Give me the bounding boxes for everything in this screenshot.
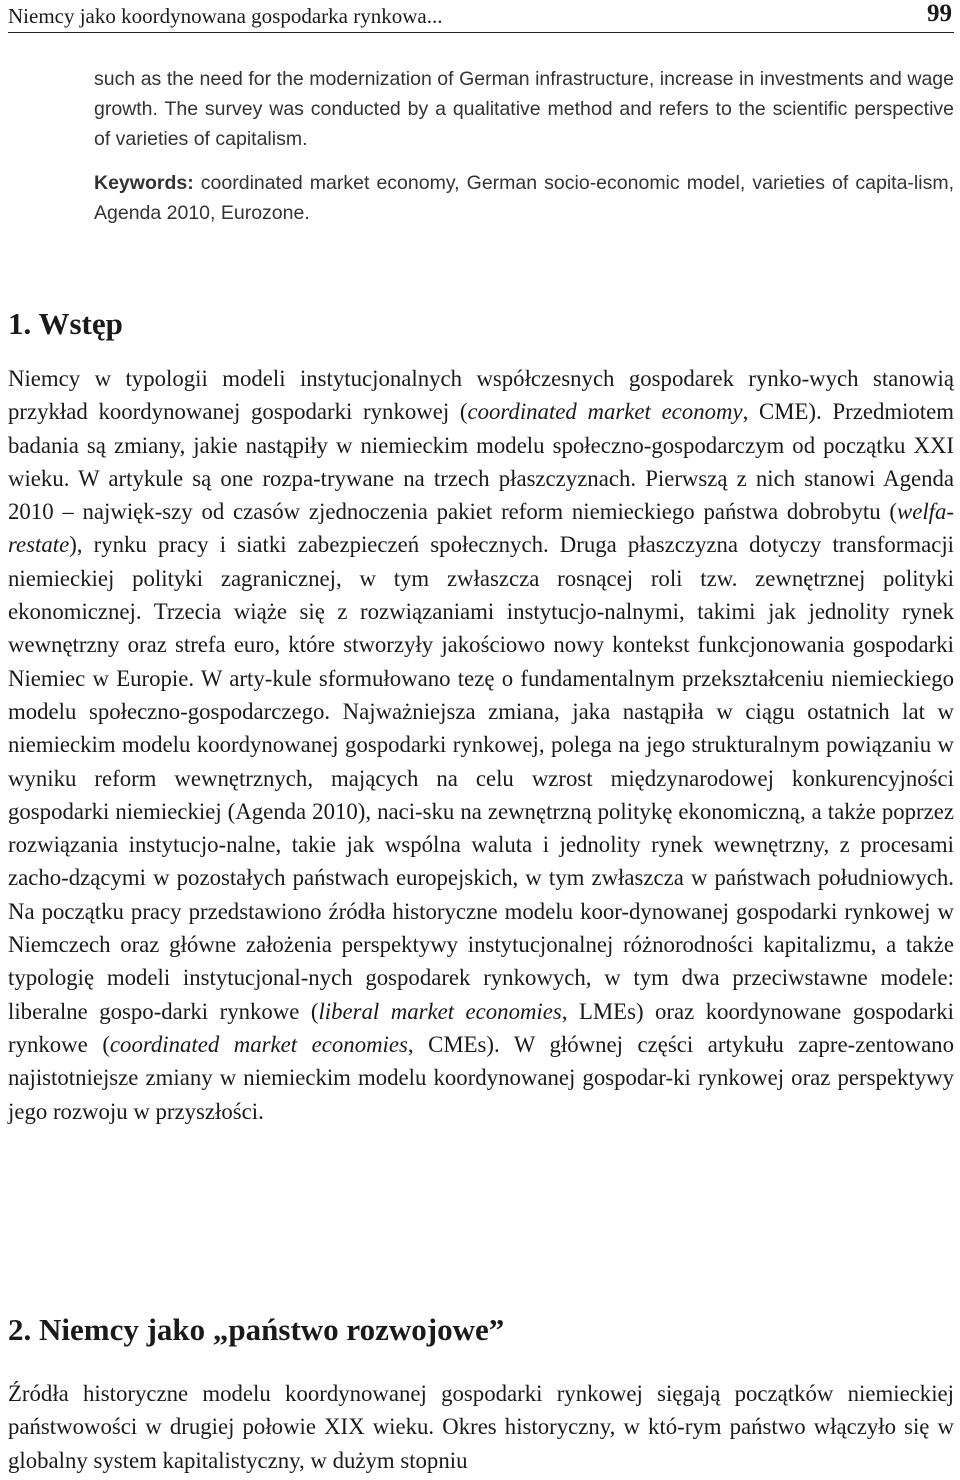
text-run: Niemcy w typologii modeli instytucjonalnych współczesnych gospodarek rynko-wych stanowią przykład koordynowanej gospodarki rynkowej (: [8, 366, 954, 425]
text-run: , LMEs) oraz koordynowane gospodarki rynkowe (: [8, 998, 955, 1057]
keywords-text: coordinated market economy, German socio-economic model, varieties of capita-lism, Agenda 2010, Eurozone.: [94, 172, 954, 224]
keywords-label: Keywords:: [94, 172, 194, 194]
italic-term: welfa-restate: [8, 499, 954, 558]
italic-term: coordinated market economies: [109, 1031, 408, 1057]
section-developmental-state-body: [8, 1377, 954, 1477]
abstract-continuation: [94, 64, 954, 154]
page-number: 99: [927, 0, 952, 27]
section-heading-developmental-state: 2. Niemcy jako „państwo rozwojowe”: [8, 1312, 505, 1347]
italic-term: coordinated market economy: [467, 399, 743, 425]
text-run: , CMEs). W głównej części artykułu zapre-zentowano najistotniejsze zmiany w niemieckim modelu koordynowanej gospodar-ki rynkowej oraz perspektywy jego rozwoju w przyszłości.: [8, 1031, 954, 1124]
keywords-block: [94, 168, 954, 228]
italic-term: liberal market economies: [318, 998, 562, 1024]
abstract-text: such as the need for the modernization of German infrastructure, increase in investments and wage growth. The survey was conducted by a qualitative method and refers to the scientific perspective of varieties of capitalism.: [94, 68, 954, 150]
section-intro-body: [8, 362, 954, 1128]
text-run: , CME). Przedmiotem badania są zmiany, jakie nastąpiły w niemieckim modelu społeczno-gospodarczym od początku XXI wieku. W artykule są one rozpa-trywane na trzech płaszczyznach. Pierwszą z nich stanowi Agenda 2010 – najwięk-szy od czasów zjednoczenia pakiet reform niemieckiego państwa dobrobytu (: [8, 399, 954, 525]
text-run: ), rynku pracy i siatki zabezpieczeń społecznych. Druga płaszczyzna dotyczy transformacji niemieckiej polityki zagranicznej, w tym zwłaszcza rosnącej roli tzw. zewnętrznej polityki ekonomicznej. Trzecia wiąże się z rozwiązaniami instytucjo-nalnymi, takimi jak jednolity rynek wewnętrzny oraz strefa euro, które stworzyły jakościowo nowy kontekst funkcjonowania gospodarki Niemiec w Europie. W arty-kule sformułowano tezę o fundamentalnym przekształceniu niemieckiego modelu społeczno-gospodarczego. Najważniejsza zmiana, jaka nastąpiła w ciągu ostatnich lat w niemieckim modelu koordynowanej gospodarki rynkowej, polega na jego strukturalnym powiązaniu w wyniku reform wewnętrznych, mających na celu wzrost międzynarodowej konkurencyjności gospodarki niemieckiej (Agenda 2010), naci-sku na zewnętrzną politykę ekonomiczną, a także poprzez rozwiązania instytucjo-nalne, takie jak wspólna waluta i jednolity rynek wewnętrzny, z procesami zacho-dzącymi w pozostałych państwach europejskich, w tym zwłaszcza w państwach południowych. Na początku pracy przedstawiono źródła historyczne modelu koor-dynowanej gospodarki rynkowej w Niemczech oraz główne założenia perspektywy instytucjonalnej różnorodności kapitalizmu, a także typologię modeli instytucjonal-nych gospodarek rynkowych, w tym dwa przeciwstawne modele: liberalne gospo-darki rynkowe (: [8, 532, 954, 1024]
developmental-state-paragraph: [8, 1377, 954, 1477]
text-run: Źródła historyczne modelu koordynowanej gospodarki rynkowej sięgają początków niemieckiej państwowości w drugiej połowie XIX wieku. Okres historyczny, w któ-rym państwo włączyło się w globalny system kapitalistyczny, w dużym stopniu: [8, 1381, 954, 1473]
keywords-paragraph: [94, 168, 954, 228]
intro-paragraph: [8, 362, 954, 1128]
section-heading-intro: 1. Wstęp: [8, 306, 123, 341]
document-page: [8, 0, 954, 1480]
running-header: [8, 2, 954, 33]
running-title: Niemcy jako koordynowana gospodarka rynkowa...: [8, 4, 443, 28]
